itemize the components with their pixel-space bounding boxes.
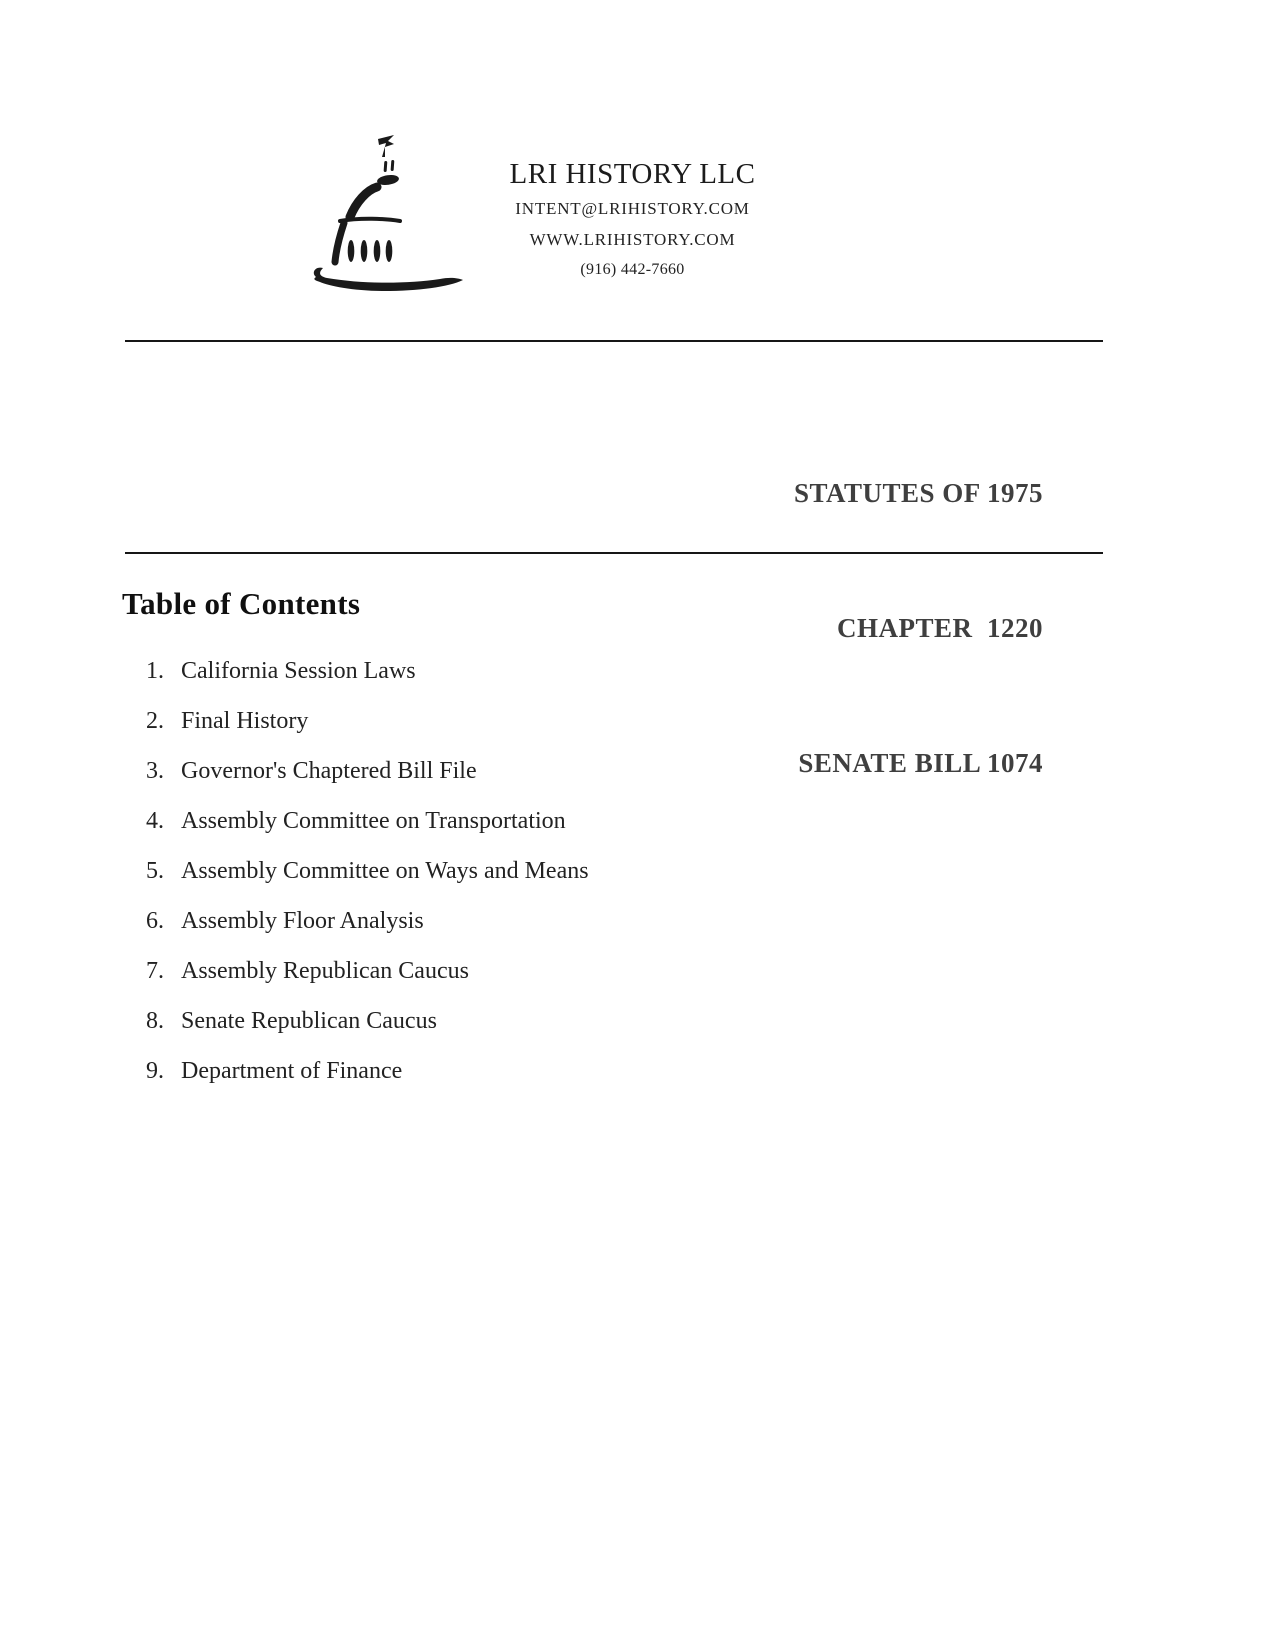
toc-item [140, 846, 940, 896]
toc-item-number: 6. [146, 907, 164, 934]
company-contact-block [430, 155, 835, 285]
toc-heading: Table of Contents [122, 586, 361, 621]
toc-item-number: 7. [146, 957, 164, 984]
senate-bill-line: SENATE BILL 1074 [798, 748, 1043, 778]
toc-item [140, 746, 940, 796]
toc-item [140, 946, 940, 996]
statutes-year-line: STATUTES OF 1975 [793, 478, 1043, 508]
company-name: LRI HISTORY LLC [509, 158, 756, 190]
toc-item-number: 8. [146, 1007, 164, 1034]
toc-item [140, 696, 940, 746]
toc-item-number: 4. [146, 807, 164, 834]
company-website: WWW.LRIHISTORY.COM [529, 230, 736, 249]
chapter-number-line: CHAPTER 1220 [836, 613, 1043, 643]
toc-item-title: Assembly Committee on Ways and Means [181, 857, 589, 884]
toc-item-title: Assembly Republican Caucus [181, 957, 469, 984]
header-divider-line [125, 340, 1103, 342]
toc-item [140, 1046, 940, 1096]
toc-item-title: California Session Laws [181, 657, 416, 684]
company-phone: (916) 442-7660 [580, 261, 685, 278]
toc-item-title: Final History [181, 707, 309, 734]
toc-item-title: Senate Republican Caucus [181, 1007, 437, 1034]
company-email: INTENT@LRIHISTORY.COM [515, 199, 750, 218]
toc-item-title: Assembly Floor Analysis [181, 907, 424, 934]
toc-item [140, 996, 940, 1046]
toc-item [140, 896, 940, 946]
toc-item [140, 646, 940, 696]
toc-item-number: 5. [146, 857, 164, 884]
toc-item [140, 796, 940, 846]
toc-item-title: Governor's Chaptered Bill File [181, 757, 477, 784]
toc-item-title: Department of Finance [181, 1057, 403, 1084]
toc-list [140, 646, 940, 1096]
toc-item-number: 9. [146, 1057, 164, 1084]
toc-item-number: 3. [146, 757, 164, 784]
toc-item-number: 1. [146, 657, 164, 684]
toc-item-title: Assembly Committee on Transportation [181, 807, 566, 834]
toc-item-number: 2. [146, 707, 164, 734]
